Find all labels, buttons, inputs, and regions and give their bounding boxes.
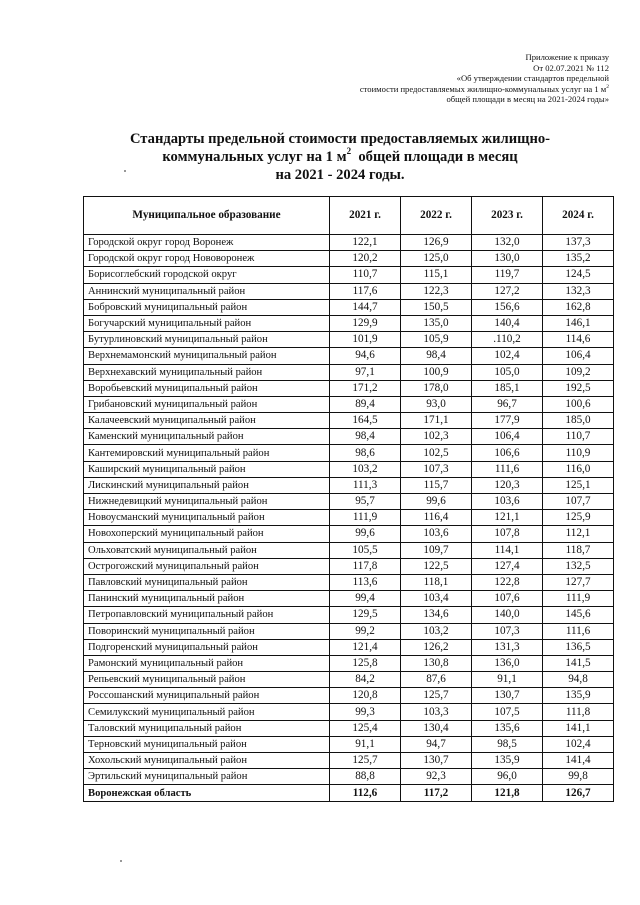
page-title bbox=[80, 130, 600, 184]
rate-value-cell: 129,5 bbox=[330, 607, 401, 623]
rate-value-cell: 141,1 bbox=[543, 720, 614, 736]
rate-value-cell: 111,8 bbox=[543, 704, 614, 720]
rate-value-cell: 132,0 bbox=[472, 235, 543, 251]
rate-value-cell: 134,6 bbox=[401, 607, 472, 623]
rate-value-cell: 99,6 bbox=[330, 526, 401, 542]
rate-value-cell: 107,3 bbox=[401, 461, 472, 477]
rate-value-cell: 145,6 bbox=[543, 607, 614, 623]
rate-value-cell: 94,6 bbox=[330, 348, 401, 364]
rate-value-cell: 127,7 bbox=[543, 574, 614, 590]
rate-value-cell: 91,1 bbox=[472, 672, 543, 688]
municipality-name-cell: Россошанский муниципальный район bbox=[84, 688, 330, 704]
column-header: 2023 г. bbox=[472, 197, 543, 235]
rate-value-cell: 115,1 bbox=[401, 267, 472, 283]
rate-value-cell: 135,9 bbox=[543, 688, 614, 704]
table-row bbox=[84, 267, 614, 283]
rate-value-cell: 98,4 bbox=[401, 348, 472, 364]
rate-value-cell: 114,6 bbox=[543, 332, 614, 348]
rate-value-cell: 130,4 bbox=[401, 720, 472, 736]
rate-value-cell: 177,9 bbox=[472, 413, 543, 429]
title-line: на 2021 - 2024 годы. bbox=[275, 167, 405, 183]
municipality-name-cell: Борисоглебский городской округ bbox=[84, 267, 330, 283]
municipality-name-cell: Каширский муниципальный район bbox=[84, 461, 330, 477]
column-header: 2022 г. bbox=[401, 197, 472, 235]
rate-value-cell: 112,1 bbox=[543, 526, 614, 542]
rate-value-cell: 101,9 bbox=[330, 332, 401, 348]
header-line-text: стоимости предоставляемых жилищно-коммунальных услуг на 1 м bbox=[359, 83, 607, 94]
rate-value-cell: 125,7 bbox=[330, 753, 401, 769]
rate-value-cell: 111,6 bbox=[543, 623, 614, 639]
total-value-cell: 117,2 bbox=[401, 785, 472, 802]
rate-value-cell: 118,7 bbox=[543, 542, 614, 558]
table-row bbox=[84, 315, 614, 331]
table-row bbox=[84, 623, 614, 639]
rate-value-cell: 126,9 bbox=[401, 235, 472, 251]
rate-value-cell: 110,7 bbox=[543, 429, 614, 445]
rate-value-cell: 141,4 bbox=[543, 753, 614, 769]
municipality-name-cell: Эртильский муниципальный район bbox=[84, 769, 330, 785]
table-row bbox=[84, 688, 614, 704]
rate-value-cell: 125,0 bbox=[401, 251, 472, 267]
rate-value-cell: 141,5 bbox=[543, 655, 614, 671]
rate-value-cell: 162,8 bbox=[543, 299, 614, 315]
rate-value-cell: 91,1 bbox=[330, 736, 401, 752]
rate-value-cell: 156,6 bbox=[472, 299, 543, 315]
rate-value-cell: 103,4 bbox=[401, 591, 472, 607]
rate-value-cell: 111,9 bbox=[543, 591, 614, 607]
rate-value-cell: 107,8 bbox=[472, 526, 543, 542]
rate-value-cell: 99,6 bbox=[401, 494, 472, 510]
table-row bbox=[84, 769, 614, 785]
table-row bbox=[84, 283, 614, 299]
table-row bbox=[84, 510, 614, 526]
municipality-name-cell: Аннинский муниципальный район bbox=[84, 283, 330, 299]
municipality-name-cell: Поворинский муниципальный район bbox=[84, 623, 330, 639]
rate-value-cell: 192,5 bbox=[543, 380, 614, 396]
rate-value-cell: 122,5 bbox=[401, 558, 472, 574]
rate-value-cell: 171,1 bbox=[401, 413, 472, 429]
rate-value-cell: 125,7 bbox=[401, 688, 472, 704]
rate-value-cell: 118,1 bbox=[401, 574, 472, 590]
rate-value-cell: 135,6 bbox=[472, 720, 543, 736]
table-row bbox=[84, 720, 614, 736]
table-row bbox=[84, 348, 614, 364]
table-row bbox=[84, 445, 614, 461]
rate-value-cell: 103,2 bbox=[401, 623, 472, 639]
rate-value-cell: 98,5 bbox=[472, 736, 543, 752]
rate-value-cell: 122,3 bbox=[401, 283, 472, 299]
table-row bbox=[84, 574, 614, 590]
table-row bbox=[84, 299, 614, 315]
rate-value-cell: 117,6 bbox=[330, 283, 401, 299]
municipality-name-cell: Лискинский муниципальный район bbox=[84, 477, 330, 493]
rate-value-cell: 87,6 bbox=[401, 672, 472, 688]
rate-value-cell: 94,8 bbox=[543, 672, 614, 688]
rate-value-cell: 164,5 bbox=[330, 413, 401, 429]
rate-value-cell: 105,0 bbox=[472, 364, 543, 380]
table-row bbox=[84, 753, 614, 769]
municipality-name-cell: Новохоперский муниципальный район bbox=[84, 526, 330, 542]
rate-value-cell: 114,1 bbox=[472, 542, 543, 558]
rate-value-cell: 103,6 bbox=[472, 494, 543, 510]
rate-value-cell: 116,4 bbox=[401, 510, 472, 526]
municipality-name-cell: Верхнемамонский муниципальный район bbox=[84, 348, 330, 364]
rate-value-cell: 111,3 bbox=[330, 477, 401, 493]
rate-value-cell: 135,2 bbox=[543, 251, 614, 267]
rate-value-cell: 127,2 bbox=[472, 283, 543, 299]
municipality-name-cell: Острогожский муниципальный район bbox=[84, 558, 330, 574]
rate-value-cell: 131,3 bbox=[472, 639, 543, 655]
rate-value-cell: 99,3 bbox=[330, 704, 401, 720]
rate-value-cell: 111,6 bbox=[472, 461, 543, 477]
municipality-name-cell: Каменский муниципальный район bbox=[84, 429, 330, 445]
title-line: Стандарты предельной стоимости предоставляемых жилищно- bbox=[129, 131, 551, 147]
rate-value-cell: 94,7 bbox=[401, 736, 472, 752]
rate-value-cell: 121,1 bbox=[472, 510, 543, 526]
rate-value-cell: 185,0 bbox=[543, 413, 614, 429]
column-header: 2024 г. bbox=[543, 197, 614, 235]
header-line: Приложение к приказу bbox=[525, 52, 609, 62]
rate-value-cell: 140,4 bbox=[472, 315, 543, 331]
table-row bbox=[84, 655, 614, 671]
header-line: От 02.07.2021 № 112 bbox=[533, 62, 609, 73]
total-value-cell: 121,8 bbox=[472, 785, 543, 802]
rate-value-cell: 140,0 bbox=[472, 607, 543, 623]
table-total-row bbox=[84, 785, 614, 802]
table-row bbox=[84, 429, 614, 445]
rate-value-cell: 130,7 bbox=[401, 753, 472, 769]
rate-value-cell: 122,8 bbox=[472, 574, 543, 590]
rate-value-cell: 102,3 bbox=[401, 429, 472, 445]
rate-value-cell: 130,0 bbox=[472, 251, 543, 267]
municipality-name-cell: Кантемировский муниципальный район bbox=[84, 445, 330, 461]
rate-value-cell: 84,2 bbox=[330, 672, 401, 688]
table-row bbox=[84, 380, 614, 396]
rate-value-cell: 105,9 bbox=[401, 332, 472, 348]
rate-value-cell: 130,7 bbox=[472, 688, 543, 704]
rate-value-cell: 93,0 bbox=[401, 396, 472, 412]
header-line: «Об утверждении стандартов предельной bbox=[456, 73, 609, 84]
municipality-name-cell: Воробьевский муниципальный район bbox=[84, 380, 330, 396]
table-row bbox=[84, 494, 614, 510]
rate-value-cell: 107,6 bbox=[472, 591, 543, 607]
rate-value-cell: 136,5 bbox=[543, 639, 614, 655]
rate-value-cell: 150,5 bbox=[401, 299, 472, 315]
table-body bbox=[84, 235, 614, 802]
table-row bbox=[84, 332, 614, 348]
rate-value-cell: 107,7 bbox=[543, 494, 614, 510]
rate-value-cell: 99,2 bbox=[330, 623, 401, 639]
rate-value-cell: 122,1 bbox=[330, 235, 401, 251]
rate-value-cell: 125,9 bbox=[543, 510, 614, 526]
title-line bbox=[80, 148, 600, 166]
rate-value-cell: 103,3 bbox=[401, 704, 472, 720]
rate-value-cell: 100,9 bbox=[401, 364, 472, 380]
municipality-name-cell: Бобровский муниципальный район bbox=[84, 299, 330, 315]
rate-value-cell: 100,6 bbox=[543, 396, 614, 412]
rate-value-cell: 146,1 bbox=[543, 315, 614, 331]
municipality-name-cell: Подгоренский муниципальный район bbox=[84, 639, 330, 655]
table-row bbox=[84, 672, 614, 688]
municipality-name-cell: Хохольский муниципальный район bbox=[84, 753, 330, 769]
rate-value-cell: 115,7 bbox=[401, 477, 472, 493]
municipality-name-cell: Таловский муниципальный район bbox=[84, 720, 330, 736]
table-row bbox=[84, 542, 614, 558]
title-text: общей площади в месяц bbox=[351, 149, 518, 165]
column-header: 2021 г. bbox=[330, 197, 401, 235]
total-value-cell: 126,7 bbox=[543, 785, 614, 802]
municipality-name-cell: Терновский муниципальный район bbox=[84, 736, 330, 752]
rate-value-cell: 125,1 bbox=[543, 477, 614, 493]
total-value-cell: 112,6 bbox=[330, 785, 401, 802]
rate-value-cell: 88,8 bbox=[330, 769, 401, 785]
rate-value-cell: 96,7 bbox=[472, 396, 543, 412]
table-row bbox=[84, 461, 614, 477]
rate-value-cell: 103,2 bbox=[330, 461, 401, 477]
municipality-name-cell: Бутурлиновский муниципальный район bbox=[84, 332, 330, 348]
table-row bbox=[84, 413, 614, 429]
header-superscript: 2 bbox=[606, 83, 609, 90]
table-row bbox=[84, 477, 614, 493]
table-row bbox=[84, 251, 614, 267]
scan-speck bbox=[120, 860, 122, 862]
rate-value-cell: 95,7 bbox=[330, 494, 401, 510]
rate-value-cell: 135,9 bbox=[472, 753, 543, 769]
rate-value-cell: 97,1 bbox=[330, 364, 401, 380]
column-header: Муниципальное образование bbox=[84, 197, 330, 235]
rate-value-cell: 124,5 bbox=[543, 267, 614, 283]
rate-value-cell: 102,4 bbox=[472, 348, 543, 364]
rate-value-cell: 125,8 bbox=[330, 655, 401, 671]
rate-value-cell: 107,3 bbox=[472, 623, 543, 639]
scan-speck bbox=[124, 170, 126, 172]
rate-value-cell: 106,4 bbox=[472, 429, 543, 445]
municipality-name-cell: Богучарский муниципальный район bbox=[84, 315, 330, 331]
rate-value-cell: 120,8 bbox=[330, 688, 401, 704]
header-line bbox=[289, 84, 609, 95]
rate-value-cell: 99,4 bbox=[330, 591, 401, 607]
municipality-name-cell: Петропавловский муниципальный район bbox=[84, 607, 330, 623]
title-superscript: 2 bbox=[346, 146, 352, 156]
rate-value-cell: 116,0 bbox=[543, 461, 614, 477]
rate-value-cell: 135,0 bbox=[401, 315, 472, 331]
table-row bbox=[84, 526, 614, 542]
rate-value-cell: 125,4 bbox=[330, 720, 401, 736]
table-row bbox=[84, 235, 614, 251]
table-row bbox=[84, 364, 614, 380]
rate-value-cell: 103,6 bbox=[401, 526, 472, 542]
municipality-name-cell: Репьевский муниципальный район bbox=[84, 672, 330, 688]
rate-value-cell: 109,2 bbox=[543, 364, 614, 380]
rate-value-cell: 132,5 bbox=[543, 558, 614, 574]
rate-value-cell: 110,9 bbox=[543, 445, 614, 461]
table-row bbox=[84, 558, 614, 574]
rate-value-cell: 120,3 bbox=[472, 477, 543, 493]
table-row bbox=[84, 591, 614, 607]
rate-value-cell: 120,2 bbox=[330, 251, 401, 267]
table-row bbox=[84, 607, 614, 623]
rate-value-cell: 126,2 bbox=[401, 639, 472, 655]
rate-value-cell: 107,5 bbox=[472, 704, 543, 720]
rate-value-cell: 99,8 bbox=[543, 769, 614, 785]
rate-value-cell: 109,7 bbox=[401, 542, 472, 558]
rate-value-cell: 89,4 bbox=[330, 396, 401, 412]
table-row bbox=[84, 736, 614, 752]
rate-value-cell: 117,8 bbox=[330, 558, 401, 574]
municipality-name-cell: Городской округ город Нововоронеж bbox=[84, 251, 330, 267]
rate-value-cell: 96,0 bbox=[472, 769, 543, 785]
table-row bbox=[84, 639, 614, 655]
municipality-name-cell: Калачеевский муниципальный район bbox=[84, 413, 330, 429]
rate-value-cell: 127,4 bbox=[472, 558, 543, 574]
order-attachment-header bbox=[289, 52, 609, 105]
rate-value-cell: 92,3 bbox=[401, 769, 472, 785]
rate-value-cell: 106,6 bbox=[472, 445, 543, 461]
municipality-name-cell: Грибановский муниципальный район bbox=[84, 396, 330, 412]
rate-value-cell: 136,0 bbox=[472, 655, 543, 671]
header-line: общей площади в месяц на 2021-2024 годы» bbox=[446, 94, 609, 105]
rate-value-cell: 106,4 bbox=[543, 348, 614, 364]
municipality-name-cell: Новоусманский муниципальный район bbox=[84, 510, 330, 526]
municipality-name-cell: Нижнедевицкий муниципальный район bbox=[84, 494, 330, 510]
rate-value-cell: 113,6 bbox=[330, 574, 401, 590]
municipality-name-cell: Ольховатский муниципальный район bbox=[84, 542, 330, 558]
total-label-cell: Воронежская область bbox=[84, 785, 330, 802]
rate-value-cell: 98,6 bbox=[330, 445, 401, 461]
municipality-name-cell: Верхнехавский муниципальный район bbox=[84, 364, 330, 380]
rate-value-cell: 102,5 bbox=[401, 445, 472, 461]
municipality-name-cell: Павловский муниципальный район bbox=[84, 574, 330, 590]
municipality-name-cell: Рамонский муниципальный район bbox=[84, 655, 330, 671]
title-text: коммунальных услуг на 1 м bbox=[162, 149, 347, 165]
rate-value-cell: 132,3 bbox=[543, 283, 614, 299]
rate-value-cell: 129,9 bbox=[330, 315, 401, 331]
table-row bbox=[84, 396, 614, 412]
rate-value-cell: 105,5 bbox=[330, 542, 401, 558]
rates-table bbox=[83, 196, 614, 802]
rate-value-cell: 110,7 bbox=[330, 267, 401, 283]
table-header-row bbox=[84, 197, 614, 235]
rate-value-cell: 102,4 bbox=[543, 736, 614, 752]
rate-value-cell: .110,2 bbox=[472, 332, 543, 348]
municipality-name-cell: Городской округ город Воронеж bbox=[84, 235, 330, 251]
municipality-name-cell: Панинский муниципальный район bbox=[84, 591, 330, 607]
rate-value-cell: 121,4 bbox=[330, 639, 401, 655]
rate-value-cell: 144,7 bbox=[330, 299, 401, 315]
rate-value-cell: 98,4 bbox=[330, 429, 401, 445]
rate-value-cell: 178,0 bbox=[401, 380, 472, 396]
rate-value-cell: 130,8 bbox=[401, 655, 472, 671]
municipality-name-cell: Семилукский муниципальный район bbox=[84, 704, 330, 720]
rate-value-cell: 185,1 bbox=[472, 380, 543, 396]
rate-value-cell: 137,3 bbox=[543, 235, 614, 251]
rate-value-cell: 111,9 bbox=[330, 510, 401, 526]
table-row bbox=[84, 704, 614, 720]
rate-value-cell: 119,7 bbox=[472, 267, 543, 283]
rate-value-cell: 171,2 bbox=[330, 380, 401, 396]
